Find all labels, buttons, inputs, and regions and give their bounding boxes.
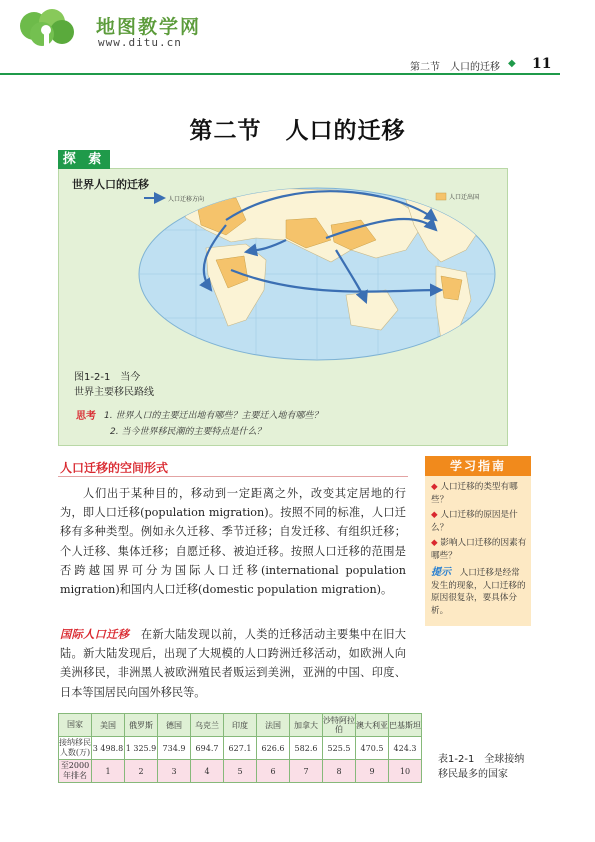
hint-label: 提示 bbox=[431, 567, 451, 578]
table-cell: 澳大利亚 bbox=[356, 714, 389, 737]
table-cell: 美国 bbox=[92, 714, 125, 737]
table-row bbox=[59, 714, 422, 737]
table-row-header: 至2000年排名 bbox=[59, 760, 92, 783]
legend-area-label: 人口迁出国 bbox=[449, 194, 480, 201]
table-cell: 470.5 bbox=[356, 737, 389, 760]
think-question-1: 1. 世界人口的主要迁出地有哪些？主要迁入地有哪些？ bbox=[104, 411, 323, 421]
study-guide-heading: 学习指南 bbox=[425, 456, 531, 476]
table-cell: 1 bbox=[92, 760, 125, 783]
header-rule bbox=[0, 73, 560, 75]
explore-tab: 探 索 bbox=[58, 150, 110, 169]
table-cell: 626.6 bbox=[257, 737, 290, 760]
world-migration-map bbox=[136, 180, 498, 362]
page-title: 第二节 人口的迁移 bbox=[189, 117, 406, 144]
diamond-icon: ◆ bbox=[431, 482, 441, 492]
guide-item: ◆ 影响人口迁移的因素有哪些？ bbox=[431, 538, 527, 561]
table-cell: 734.9 bbox=[158, 737, 191, 760]
table-cell: 582.6 bbox=[290, 737, 323, 760]
legend-arrow-label: 人口迁移方向 bbox=[168, 196, 205, 203]
legend-area-swatch bbox=[436, 193, 446, 200]
think-question-2: 2. 当今世界移民潮的主要特点是什么？ bbox=[110, 427, 266, 437]
table-row-header: 国家 bbox=[59, 714, 92, 737]
table-cell: 巴基斯坦 bbox=[389, 714, 422, 737]
table-row bbox=[59, 760, 422, 783]
table-row bbox=[59, 737, 422, 760]
table-row-header: 接纳移民人数(万) bbox=[59, 737, 92, 760]
table-cell: 沙特阿拉伯 bbox=[323, 714, 356, 737]
paragraph-lead: 国际人口迁移 bbox=[60, 628, 130, 641]
table-cell: 6 bbox=[257, 760, 290, 783]
immigration-table bbox=[58, 713, 422, 783]
table-cell: 10 bbox=[389, 760, 422, 783]
hint-text: 人口迁移是经常发生的现象，人口迁移的原因很复杂，要具体分析。 bbox=[431, 568, 526, 616]
think-label: 思考 bbox=[76, 411, 96, 422]
table-caption bbox=[438, 752, 524, 782]
diamond-icon: ◆ bbox=[431, 538, 441, 548]
logo-url: www.ditu.cn bbox=[98, 36, 182, 49]
table-cell: 法国 bbox=[257, 714, 290, 737]
table-cell: 俄罗斯 bbox=[125, 714, 158, 737]
figure-caption bbox=[74, 370, 154, 400]
table-cell: 4 bbox=[191, 760, 224, 783]
table-cell: 424.3 bbox=[389, 737, 422, 760]
map-title: 世界人口的迁移 bbox=[72, 178, 149, 191]
table-cell: 德国 bbox=[158, 714, 191, 737]
guide-hint bbox=[431, 567, 527, 617]
table-cell: 525.5 bbox=[323, 737, 356, 760]
table-cell: 7 bbox=[290, 760, 323, 783]
page-number: 11 bbox=[532, 56, 552, 72]
figure-caption-line2: 世界主要移民路线 bbox=[74, 387, 154, 398]
figure-caption-line1: 图1-2-1 当今 bbox=[74, 372, 141, 383]
table-caption-line1: 表1-2-1 全球接纳 bbox=[438, 754, 525, 765]
logo-title: 地图教学网 bbox=[96, 16, 202, 38]
table-cell: 627.1 bbox=[224, 737, 257, 760]
table-cell: 2 bbox=[125, 760, 158, 783]
tree-logo-icon bbox=[14, 8, 76, 54]
table-cell: 9 bbox=[356, 760, 389, 783]
table-cell: 3 bbox=[158, 760, 191, 783]
diamond-icon: ◆ bbox=[508, 58, 516, 69]
table-cell: 加拿大 bbox=[290, 714, 323, 737]
table-cell: 694.7 bbox=[191, 737, 224, 760]
table-cell: 1 325.9 bbox=[125, 737, 158, 760]
diamond-icon: ◆ bbox=[431, 510, 441, 520]
section-rule bbox=[58, 476, 408, 477]
section-heading: 人口迁移的空间形式 bbox=[60, 461, 169, 475]
table-cell: 乌克兰 bbox=[191, 714, 224, 737]
paragraph-body: 在新大陆发现以前，人类的迁移活动主要集中在旧大陆。新大陆发现后，出现了大规模的人口跨洲迁移活动，如欧洲人向美洲移民，非洲黑人被欧洲殖民者贩运到美洲，亚洲的中国、印度、日本等国居民向国外移民等。 bbox=[60, 628, 406, 699]
table-cell: 8 bbox=[323, 760, 356, 783]
paragraph-migration-definition: 人们出于某种目的，移动到一定距离之外，改变其定居地的行为，即人口迁移(population migration)。按照不同的标准，人口迁移有多种类型。例如永久迁移、季节迁移；自发迁移、有组织迁移；个人迁移、集体迁移；自愿迁移、被迫迁移。按照人口迁移的范围是否跨越国界可分为国际人口迁移(international population migration)和国内人口迁移(domestic population migration)。 bbox=[60, 487, 406, 597]
table-cell: 印度 bbox=[224, 714, 257, 737]
table-cell: 3 498.8 bbox=[92, 737, 125, 760]
guide-item: ◆ 人口迁移的原因是什么？ bbox=[431, 510, 518, 533]
paragraph-international-migration bbox=[60, 625, 406, 702]
running-header-section: 第二节 人口的迁移 bbox=[410, 62, 500, 73]
table-cell: 5 bbox=[224, 760, 257, 783]
guide-item: ◆ 人口迁移的类型有哪些？ bbox=[431, 482, 518, 505]
table-caption-line2: 移民最多的国家 bbox=[438, 769, 508, 780]
